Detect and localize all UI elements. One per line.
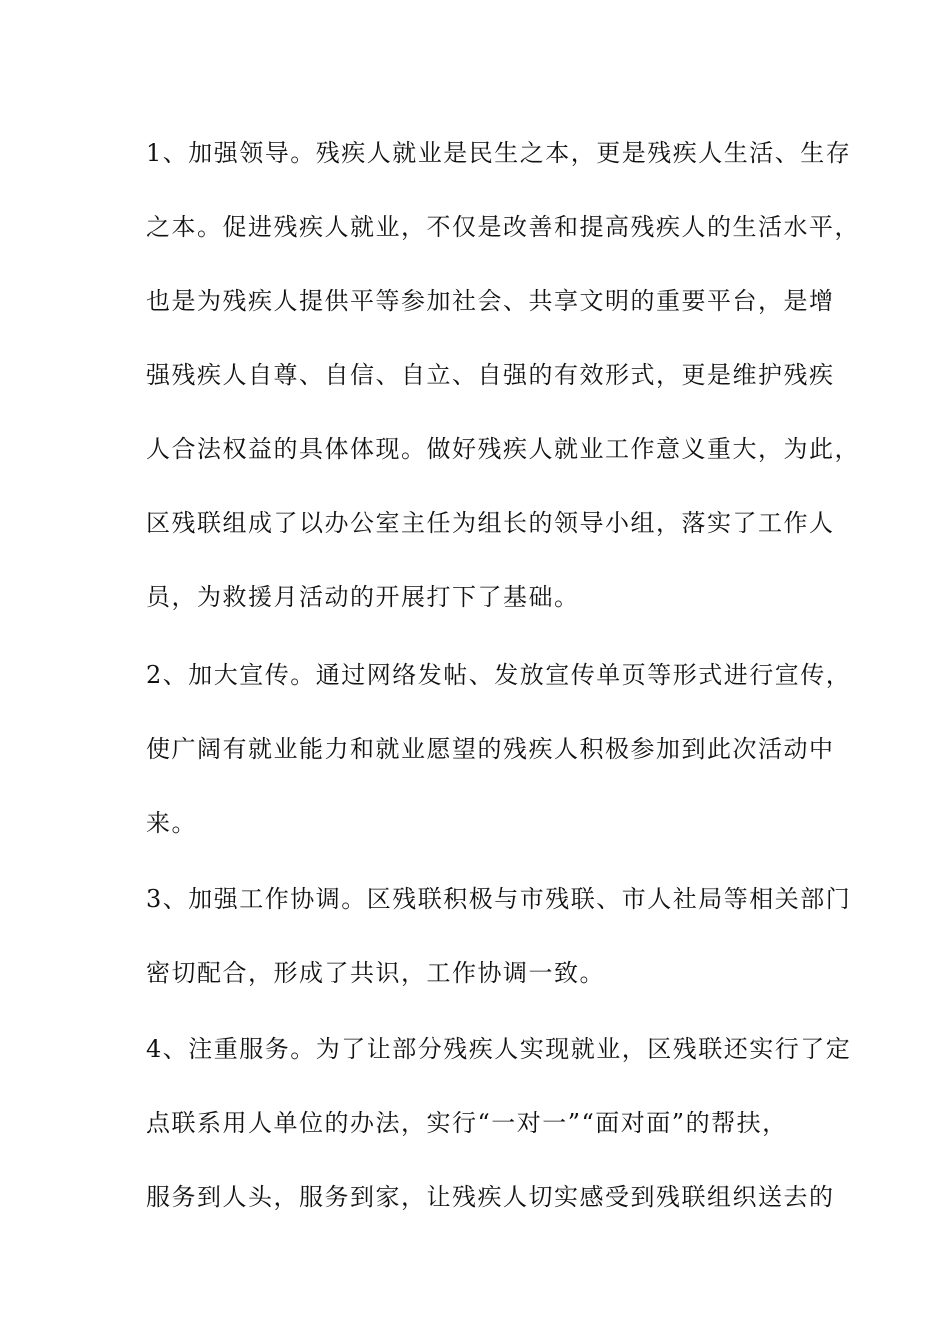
text-line: 点联系用人单位的办法，实行“一对一”“面对面”的帮扶， [146,1109,788,1137]
text-line: 强残疾人自尊、自信、自立、自强的有效形式，更是维护残疾 [146,361,835,389]
text-line: 密切配合，形成了共识，工作协调一致。 [146,959,605,987]
text-line: 来。 [146,809,197,837]
text-line: 人合法权益的具体体现。做好残疾人就业工作意义重大，为此， [146,435,860,463]
text-line: 区残联组成了以办公室主任为组长的领导小组，落实了工作人 [146,509,835,537]
text-line: 之本。促进残疾人就业，不仅是改善和提高残疾人的生活水平， [146,213,860,241]
text-line: 也是为残疾人提供平等参加社会、共享文明的重要平台，是增 [146,287,835,315]
text-line: 使广阔有就业能力和就业愿望的残疾人积极参加到此次活动中 [146,735,835,763]
text-line: 3、加强工作协调。区残联积极与市残联、市人社局等相关部门 [146,885,852,913]
text-line: 4、注重服务。为了让部分残疾人实现就业，区残联还实行了定 [146,1035,852,1063]
text-line: 服务到人头，服务到家，让残疾人切实感受到残联组织送去的 [146,1183,835,1211]
text-line: 1、加强领导。残疾人就业是民生之本，更是残疾人生活、生存 [146,139,852,167]
text-line: 员，为救援月活动的开展打下了基础。 [146,583,580,611]
text-line: 2、加大宣传。通过网络发帖、发放宣传单页等形式进行宣传， [146,661,852,689]
